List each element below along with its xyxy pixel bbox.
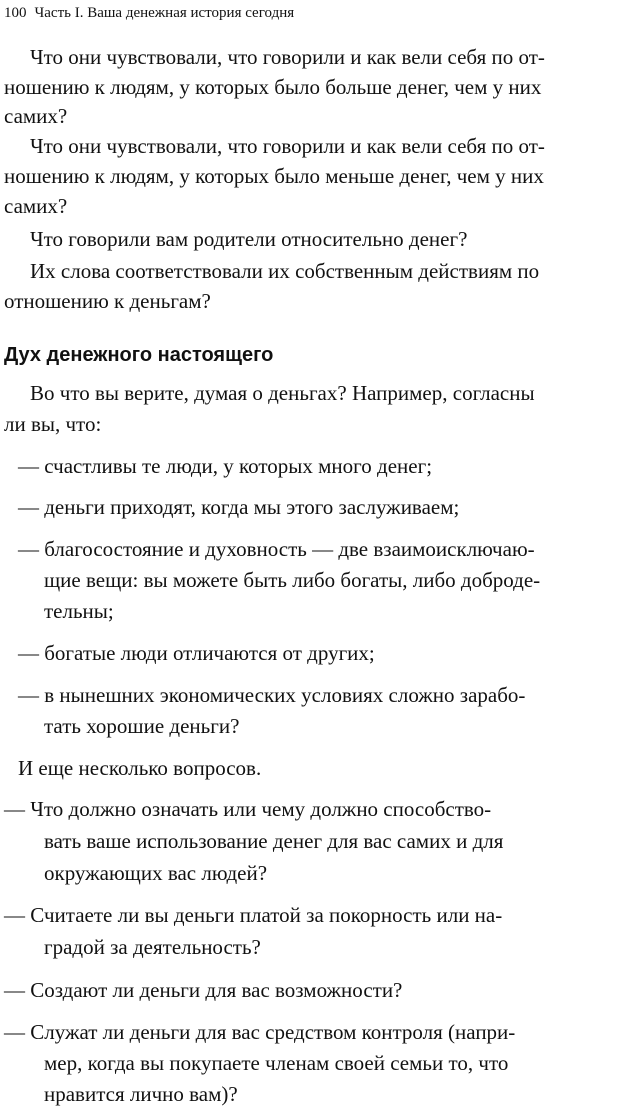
- question-item-continuation: вать ваше использование денег для вас самих и для: [44, 829, 504, 853]
- question-item-continuation: окружающих вас людей?: [44, 861, 268, 885]
- paragraph-line: ношению к людям, у которых было больше денег, чем у них: [4, 75, 542, 99]
- paragraph-line: Что они чувствовали, что говорили и как вели себя по от-: [30, 45, 545, 69]
- running-head-title: Часть I. Ваша денежная история сегодня: [34, 5, 295, 21]
- question-item: — Создают ли деньги для вас возможности?: [4, 978, 403, 1002]
- question-item: — Считаете ли вы деньги платой за покорность или на-: [4, 903, 503, 927]
- more-questions-intro: И еще несколько вопросов.: [18, 756, 262, 780]
- question-item-continuation: мер, когда вы покупаете членам своей семьи то, что: [44, 1051, 509, 1075]
- list-item: — деньги приходят, когда мы этого заслуживаем;: [18, 495, 460, 519]
- intro-line: Во что вы верите, думая о деньгах? Например, согласны: [30, 381, 535, 405]
- list-item: — счастливы те люди, у которых много денег;: [18, 454, 433, 478]
- paragraph-line: Что говорили вам родители относительно денег?: [30, 227, 468, 251]
- paragraph-line: самих?: [4, 194, 68, 218]
- paragraph-line: самих?: [4, 104, 68, 128]
- question-item-continuation: градой за деятельность?: [44, 935, 261, 959]
- question-item: — Что должно означать или чему должно способство-: [4, 797, 492, 821]
- paragraph-line: Их слова соответствовали их собственным действиям по: [30, 259, 540, 283]
- paragraph-line: отношению к деньгам?: [4, 289, 211, 313]
- section-heading: Дух денежного настоящего: [4, 344, 274, 366]
- page-number: 100: [4, 5, 27, 21]
- paragraph-line: ношению к людям, у которых было меньше денег, чем у них: [4, 164, 544, 188]
- running-head: [4, 4, 294, 22]
- paragraph-line: Что они чувствовали, что говорили и как вели себя по от-: [30, 134, 545, 158]
- list-item: — благосостояние и духовность — две взаимоисключаю-: [18, 537, 535, 561]
- list-item-continuation: щие вещи: вы можете быть либо богаты, либо доброде-: [44, 568, 541, 592]
- list-item-continuation: тать хорошие деньги?: [44, 714, 240, 738]
- question-item-continuation: нравится лично вам)?: [44, 1082, 238, 1106]
- intro-line: ли вы, что:: [4, 412, 102, 436]
- list-item: — богатые люди отличаются от других;: [18, 641, 375, 665]
- question-item: — Служат ли деньги для вас средством контроля (напри-: [4, 1020, 516, 1044]
- list-item-continuation: тельны;: [44, 599, 114, 623]
- list-item: — в нынешних экономических условиях сложно зарабо-: [18, 683, 526, 707]
